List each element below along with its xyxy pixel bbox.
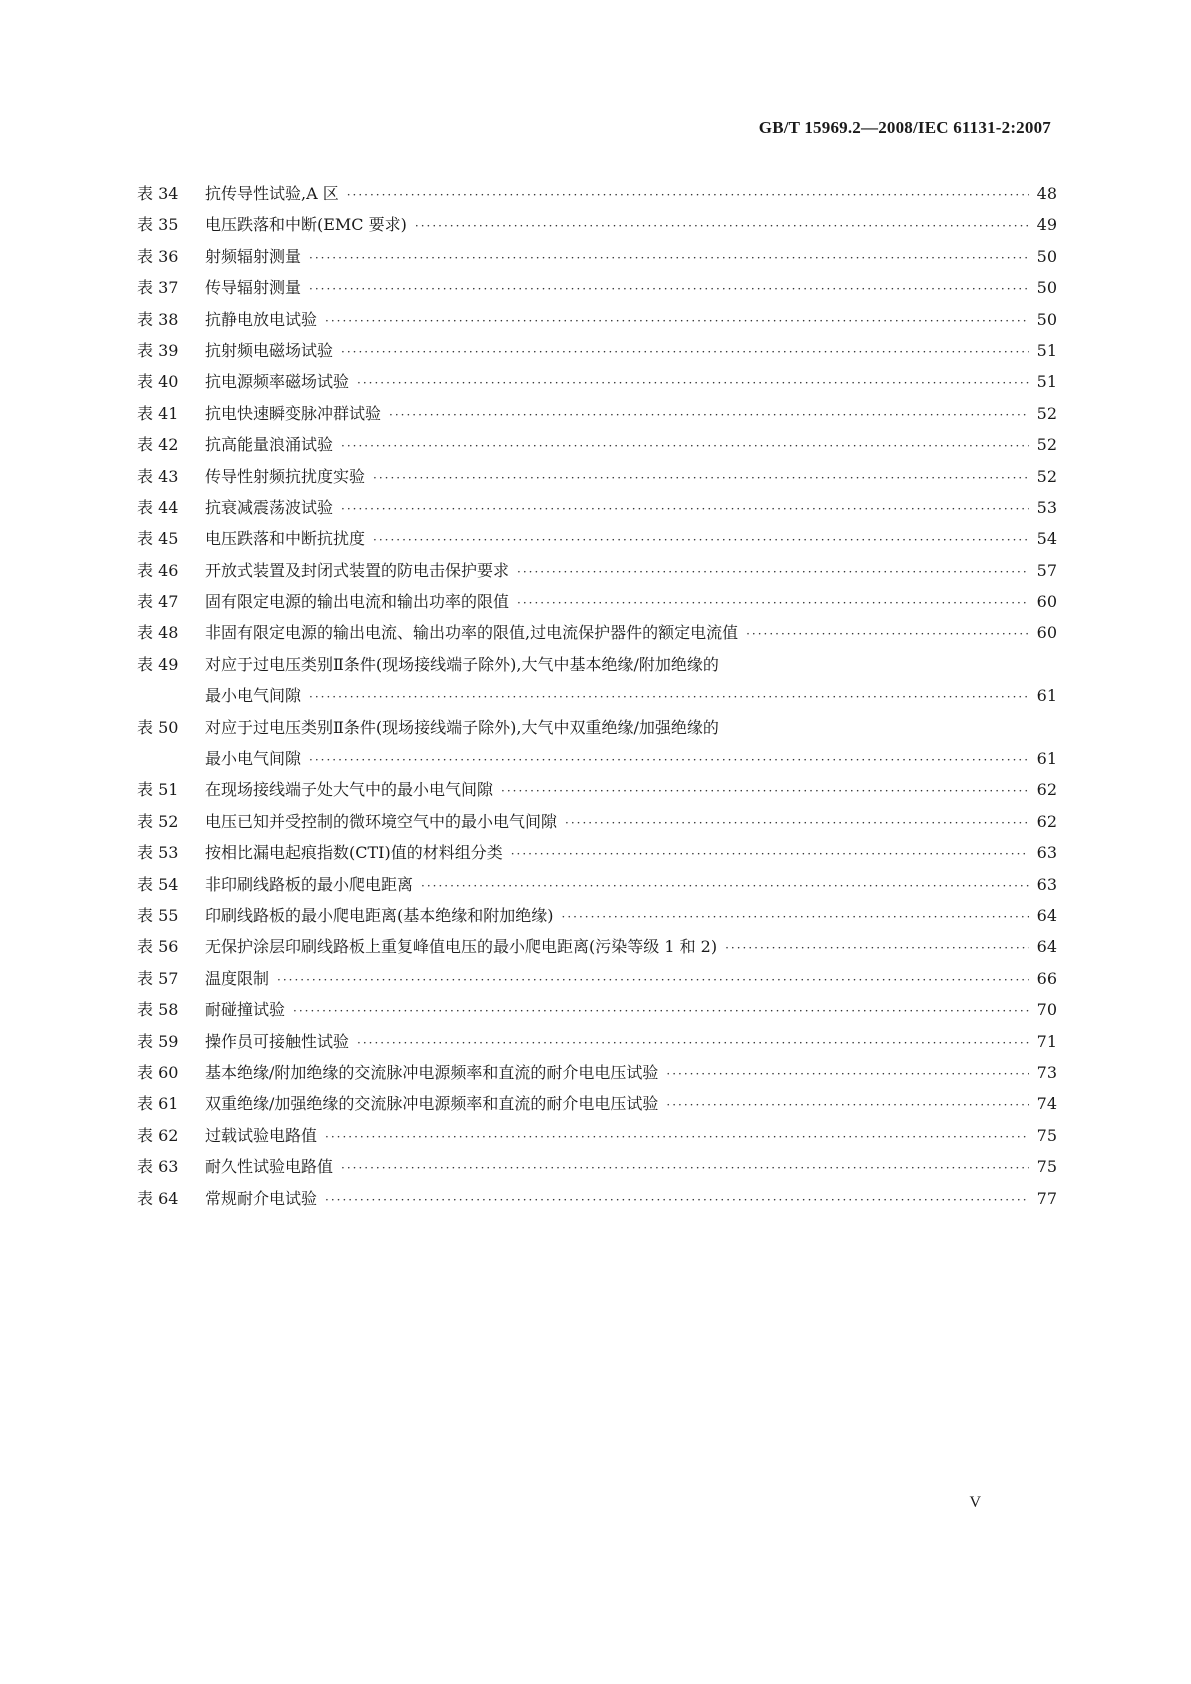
- toc-entry-line: [137, 461, 1057, 492]
- table-number: 表 47: [137, 592, 179, 612]
- dot-leader: [341, 1153, 1029, 1184]
- toc-entry: [137, 649, 1057, 712]
- page-ref: 48: [1036, 184, 1057, 203]
- table-number: 表 61: [137, 1094, 179, 1114]
- table-number: 表 35: [137, 215, 179, 235]
- entry-title: 常规耐介电试验: [205, 1188, 318, 1208]
- dot-leader: [357, 368, 1029, 399]
- dot-leader: [421, 871, 1029, 902]
- page-ref: 61: [1036, 686, 1057, 706]
- toc-entry: [137, 774, 1057, 805]
- toc-entry-line: [137, 586, 1057, 617]
- dot-leader: [357, 1028, 1029, 1059]
- page-ref: 73: [1036, 1062, 1057, 1082]
- toc-entry: [137, 304, 1057, 335]
- toc-entry-line: [137, 617, 1057, 648]
- entry-title: 基本绝缘/附加绝缘的交流脉冲电源频率和直流的耐介电电压试验: [205, 1062, 659, 1082]
- table-number: 表 41: [137, 403, 179, 423]
- entry-title: 对应于过电压类别Ⅱ条件(现场接线端子除外),大气中基本绝缘/附加绝缘的: [205, 654, 719, 674]
- page-ref: 57: [1036, 560, 1057, 580]
- toc-entry: [137, 492, 1057, 523]
- toc-entry-line: [137, 429, 1057, 460]
- entry-title: 抗高能量浪涌试验: [205, 435, 334, 455]
- dot-leader: [389, 400, 1029, 431]
- toc-entry: [137, 523, 1057, 554]
- entry-title: 抗射频电磁场试验: [205, 340, 334, 360]
- page-ref: 62: [1036, 780, 1057, 800]
- table-number: 表 60: [137, 1062, 179, 1082]
- toc-entry: [137, 555, 1057, 586]
- toc-entry: [137, 366, 1057, 397]
- page-ref: 51: [1036, 372, 1057, 392]
- toc-entry-line: [137, 994, 1057, 1025]
- page-ref: 50: [1036, 278, 1057, 298]
- page-ref: 75: [1036, 1157, 1057, 1177]
- entry-title: 操作员可接触性试验: [205, 1031, 350, 1051]
- toc-entry: [137, 931, 1057, 962]
- toc-entry: [137, 900, 1057, 931]
- table-number: 表 51: [137, 780, 179, 800]
- page-ref: 77: [1036, 1188, 1057, 1208]
- toc-entry-line: [137, 1183, 1057, 1214]
- entry-title: 耐久性试验电路值: [205, 1157, 334, 1177]
- entry-title-continued: 最小电气间隙: [205, 749, 302, 769]
- document-header: GB/T 15969.2—2008/IEC 61131-2:2007: [758, 118, 1051, 137]
- toc-entry: [137, 429, 1057, 460]
- toc-entry-continuation: [137, 743, 1057, 774]
- toc-entry: [137, 963, 1057, 994]
- entry-title-continued: 最小电气间隙: [205, 686, 302, 706]
- toc-entry-line: [137, 209, 1057, 240]
- table-number: 表 50: [137, 717, 179, 737]
- table-of-contents: [137, 178, 1057, 1214]
- toc-entry: [137, 1151, 1057, 1182]
- page-ref: 52: [1036, 435, 1057, 455]
- dot-leader: [415, 211, 1029, 242]
- page-ref: 54: [1036, 529, 1057, 549]
- table-number: 表 46: [137, 560, 179, 580]
- dot-leader: [373, 525, 1029, 556]
- toc-entry-line: [137, 1026, 1057, 1057]
- toc-entry-line: [137, 712, 1057, 743]
- page-ref: 52: [1036, 403, 1057, 423]
- toc-entry: [137, 994, 1057, 1025]
- entry-title: 抗电源频率磁场试验: [205, 372, 350, 392]
- toc-entry-line: [137, 1088, 1057, 1119]
- toc-entry-line: [137, 272, 1057, 303]
- table-number: 表 64: [137, 1188, 179, 1208]
- entry-title: 固有限定电源的输出电流和输出功率的限值: [205, 592, 510, 612]
- table-number: 表 42: [137, 435, 179, 455]
- table-number: 表 53: [137, 843, 179, 863]
- page-ref: 51: [1036, 340, 1057, 360]
- toc-entry: [137, 209, 1057, 240]
- table-number: 表 62: [137, 1125, 179, 1145]
- entry-title: 非固有限定电源的输出电流、输出功率的限值,过电流保护器件的额定电流值: [205, 623, 739, 643]
- toc-entry: [137, 837, 1057, 868]
- table-number: 表 44: [137, 497, 179, 517]
- toc-entry: [137, 617, 1057, 648]
- table-number: 表 45: [137, 529, 179, 549]
- dot-leader: [725, 933, 1029, 964]
- table-number: 表 63: [137, 1157, 179, 1177]
- dot-leader: [511, 839, 1029, 870]
- entry-title: 双重绝缘/加强绝缘的交流脉冲电源频率和直流的耐介电电压试验: [205, 1094, 659, 1114]
- page-ref: 70: [1036, 1000, 1057, 1020]
- dot-leader: [517, 557, 1029, 588]
- toc-entry-line: [137, 492, 1057, 523]
- page-ref: 66: [1036, 968, 1057, 988]
- toc-entry: [137, 1057, 1057, 1088]
- toc-entry-line: [137, 900, 1057, 931]
- dot-leader: [341, 494, 1029, 525]
- page-ref: 62: [1036, 811, 1057, 831]
- table-number: 表 49: [137, 654, 179, 674]
- dot-leader: [562, 902, 1029, 933]
- toc-entry-line: [137, 931, 1057, 962]
- toc-entry-line: [137, 869, 1057, 900]
- entry-title: 抗衰减震荡波试验: [205, 497, 334, 517]
- toc-entry: [137, 586, 1057, 617]
- toc-entry-line: [137, 806, 1057, 837]
- toc-entry-line: [137, 649, 1057, 680]
- dot-leader: [325, 1185, 1029, 1216]
- table-number: 表 52: [137, 811, 179, 831]
- page-ref: 63: [1036, 874, 1057, 894]
- toc-entry: [137, 272, 1057, 303]
- toc-entry: [137, 1183, 1057, 1214]
- dot-leader: [373, 463, 1029, 494]
- dot-leader: [293, 996, 1029, 1027]
- entry-title: 印刷线路板的最小爬电距离(基本绝缘和附加绝缘): [205, 905, 554, 925]
- dot-leader: [341, 431, 1029, 462]
- entry-title: 射频辐射测量: [205, 246, 302, 266]
- dot-leader: [309, 682, 1029, 713]
- page-ref: 50: [1036, 309, 1057, 329]
- toc-entry-line: [137, 241, 1057, 272]
- page-ref: 74: [1036, 1094, 1057, 1114]
- table-number: 表 57: [137, 968, 179, 988]
- table-number: 表 39: [137, 340, 179, 360]
- entry-title: 耐碰撞试验: [205, 1000, 286, 1020]
- table-number: 表 58: [137, 1000, 179, 1020]
- dot-leader: [746, 619, 1029, 650]
- toc-entry: [137, 1026, 1057, 1057]
- page-ref: 71: [1036, 1031, 1057, 1051]
- page-number: V: [969, 1494, 981, 1511]
- page-ref: 64: [1036, 937, 1057, 957]
- entry-title: 传导辐射测量: [205, 278, 302, 298]
- toc-entry-line: [137, 963, 1057, 994]
- dot-leader: [341, 337, 1029, 368]
- entry-title: 抗传导性试验,A 区: [205, 184, 339, 203]
- page-ref: 60: [1036, 592, 1057, 612]
- toc-entry-line: [137, 1120, 1057, 1151]
- dot-leader: [666, 1090, 1028, 1121]
- toc-entry: [137, 461, 1057, 492]
- toc-entry: [137, 335, 1057, 366]
- toc-entry-line: [137, 523, 1057, 554]
- page-ref: 50: [1036, 246, 1057, 266]
- toc-entry-line: [137, 1151, 1057, 1182]
- toc-entry: [137, 398, 1057, 429]
- toc-entry: [137, 712, 1057, 775]
- table-number: 表 54: [137, 874, 179, 894]
- dot-leader: [666, 1059, 1028, 1090]
- entry-title: 电压跌落和中断抗扰度: [205, 529, 366, 549]
- page-ref: 49: [1036, 215, 1057, 235]
- entry-title: 抗静电放电试验: [205, 309, 318, 329]
- entry-title: 按相比漏电起痕指数(CTI)值的材料组分类: [205, 843, 503, 863]
- page-ref: 63: [1036, 843, 1057, 863]
- page-ref: 75: [1036, 1125, 1057, 1145]
- page-ref: 52: [1036, 466, 1057, 486]
- entry-title: 温度限制: [205, 968, 270, 988]
- toc-entry: [137, 1120, 1057, 1151]
- page-ref: 53: [1036, 497, 1057, 517]
- toc-entry-line: [137, 1057, 1057, 1088]
- entry-title: 在现场接线端子处大气中的最小电气间隙: [205, 780, 494, 800]
- table-number: 表 56: [137, 937, 179, 957]
- toc-entry-line: [137, 178, 1057, 209]
- toc-entry-line: [137, 837, 1057, 868]
- dot-leader: [325, 306, 1029, 337]
- table-number: 表 59: [137, 1031, 179, 1051]
- entry-title: 传导性射频抗扰度实验: [205, 466, 366, 486]
- toc-entry-line: [137, 304, 1057, 335]
- toc-entry-line: [137, 774, 1057, 805]
- table-number: 表 43: [137, 466, 179, 486]
- dot-leader: [325, 1122, 1029, 1153]
- dot-leader: [309, 274, 1029, 305]
- dot-leader: [565, 808, 1029, 839]
- dot-leader: [517, 588, 1029, 619]
- page-ref: 64: [1036, 905, 1057, 925]
- table-number: 表 34: [137, 184, 179, 203]
- toc-entry: [137, 1088, 1057, 1119]
- toc-entry-continuation: [137, 680, 1057, 711]
- table-number: 表 38: [137, 309, 179, 329]
- dot-leader: [501, 776, 1029, 807]
- table-number: 表 37: [137, 278, 179, 298]
- toc-entry-line: [137, 398, 1057, 429]
- page-ref: 60: [1036, 623, 1057, 643]
- entry-title: 电压已知并受控制的微环境空气中的最小电气间隙: [205, 811, 558, 831]
- dot-leader: [347, 180, 1029, 211]
- entry-title: 开放式装置及封闭式装置的防电击保护要求: [205, 560, 510, 580]
- dot-leader: [309, 243, 1029, 274]
- dot-leader: [309, 745, 1029, 776]
- entry-title: 抗电快速瞬变脉冲群试验: [205, 403, 382, 423]
- entry-title: 无保护涂层印刷线路板上重复峰值电压的最小爬电距离(污染等级 1 和 2): [205, 937, 718, 957]
- dot-leader: [277, 965, 1029, 996]
- page-ref: 61: [1036, 749, 1057, 769]
- entry-title: 非印刷线路板的最小爬电距离: [205, 874, 414, 894]
- toc-entry: [137, 806, 1057, 837]
- entry-title: 过载试验电路值: [205, 1125, 318, 1145]
- toc-entry-line: [137, 366, 1057, 397]
- toc-entry: [137, 178, 1057, 209]
- table-number: 表 40: [137, 372, 179, 392]
- table-number: 表 48: [137, 623, 179, 643]
- entry-title: 对应于过电压类别Ⅱ条件(现场接线端子除外),大气中双重绝缘/加强绝缘的: [205, 717, 719, 737]
- toc-entry-line: [137, 555, 1057, 586]
- entry-title: 电压跌落和中断(EMC 要求): [205, 215, 407, 235]
- table-number: 表 36: [137, 246, 179, 266]
- toc-entry-line: [137, 335, 1057, 366]
- table-number: 表 55: [137, 905, 179, 925]
- toc-entry: [137, 241, 1057, 272]
- toc-entry: [137, 869, 1057, 900]
